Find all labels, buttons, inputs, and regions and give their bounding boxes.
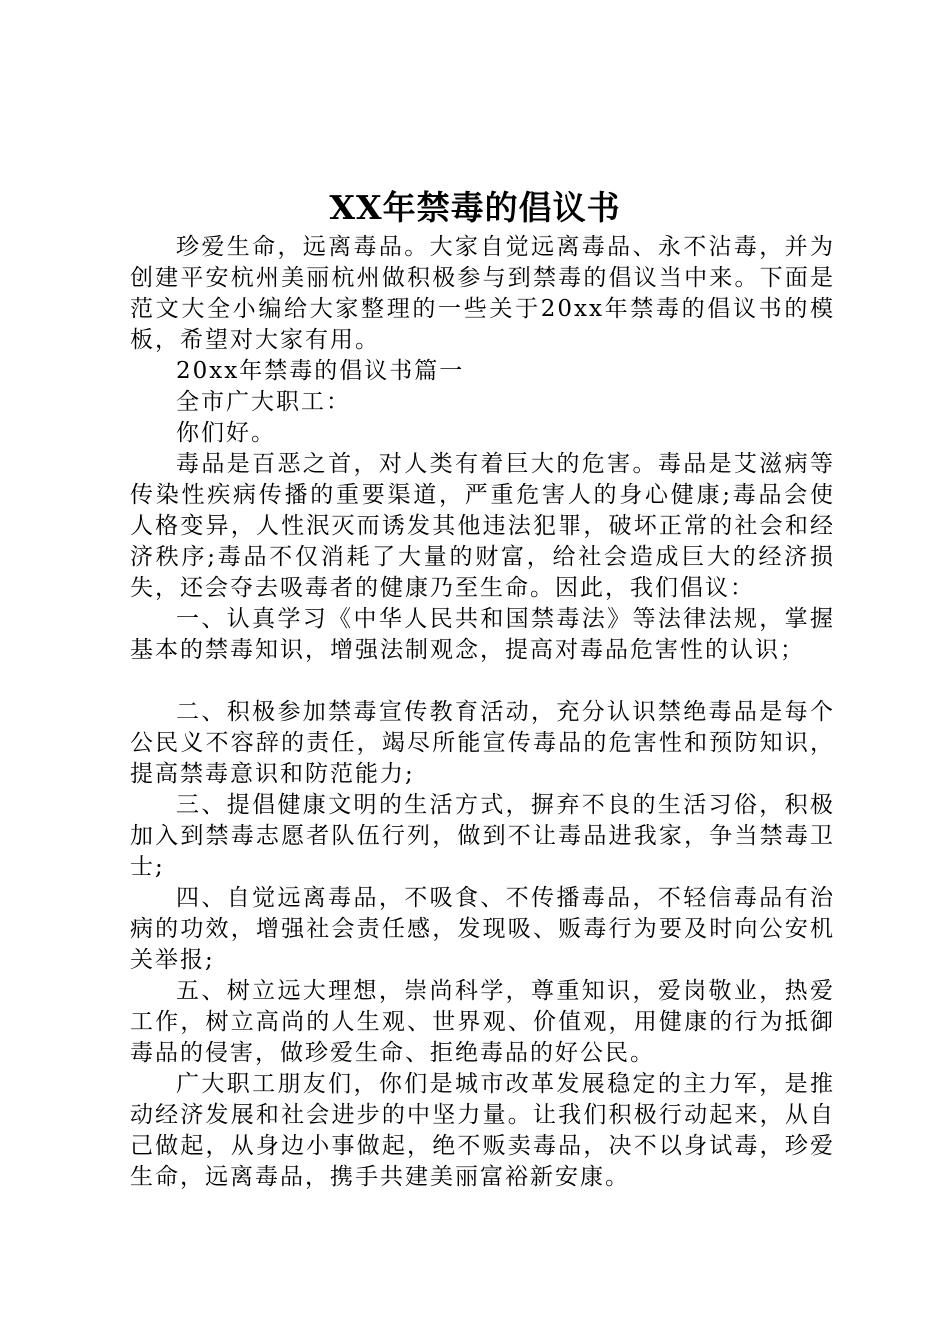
paragraph-salutation: 全市广大职工： [176,389,351,415]
paragraph-item-5: 五、树立远大理想，崇尚科学，尊重知识，爱岗敬业，热爱工作，树立高尚的人生观、世界观、价值观，用健康的行为抵御毒品的侵害，做珍爱生命、拒绝毒品的好公民。 [130,978,835,1066]
paragraph-item-2: 二、积极参加禁毒宣传教育活动，充分认识禁绝毒品是每个公民义不容辞的责任，竭尽所能宣传毒品的危害性和预防知识，提高禁毒意识和防范能力; [130,699,835,787]
paragraph-item-3: 三、提倡健康文明的生活方式，摒弃不良的生活习俗，积极加入到禁毒志愿者队伍行列，做到不让毒品进我家，争当禁毒卫士; [130,792,835,880]
paragraph-harm: 毒品是百恶之首，对人类有着巨大的危害。毒品是艾滋病等传染性疾病传播的重要渠道，严重危害人的身心健康;毒品会使人格变异，人性泯灭而诱发其他违法犯罪，破坏正常的社会和经济秩序;毒品不仅消耗了大量的财富，给社会造成巨大的经济损失，还会夺去吸毒者的健康乃至生命。因此，我们倡议： [130,451,835,601]
paragraph-intro: 珍爱生命，远离毒品。大家自觉远离毒品、永不沾毒，并为创建平安杭州美丽杭州做积极参与到禁毒的倡议当中来。下面是范文大全小编给大家整理的一些关于20xx年禁毒的倡议书的模板，希望对大家有用。 [130,234,835,353]
paragraph-greeting: 你们好。 [176,420,276,446]
document-title: XX年禁毒的倡议书 [329,188,621,227]
paragraph-item-4: 四、自觉远离毒品，不吸食、不传播毒品，不轻信毒品有治病的功效，增强社会责任感，发现吸、贩毒行为要及时向公安机关举报; [130,885,835,973]
paragraph-heading: 20xx年禁毒的倡议书篇一 [176,358,465,384]
document-body [130,232,835,1193]
paragraph-spacer [130,666,835,697]
paragraph-closing: 广大职工朋友们，你们是城市改革发展稳定的主力军，是推动经济发展和社会进步的中坚力量。让我们积极行动起来，从自己做起，从身边小事做起，绝不贩卖毒品，决不以身试毒，珍爱生命，远离毒品，携手共建美丽富裕新安康。 [130,1071,835,1190]
paragraph-item-1: 一、认真学习《中华人民共和国禁毒法》等法律法规，掌握基本的禁毒知识，增强法制观念，提高对毒品危害性的认识； [130,606,835,663]
